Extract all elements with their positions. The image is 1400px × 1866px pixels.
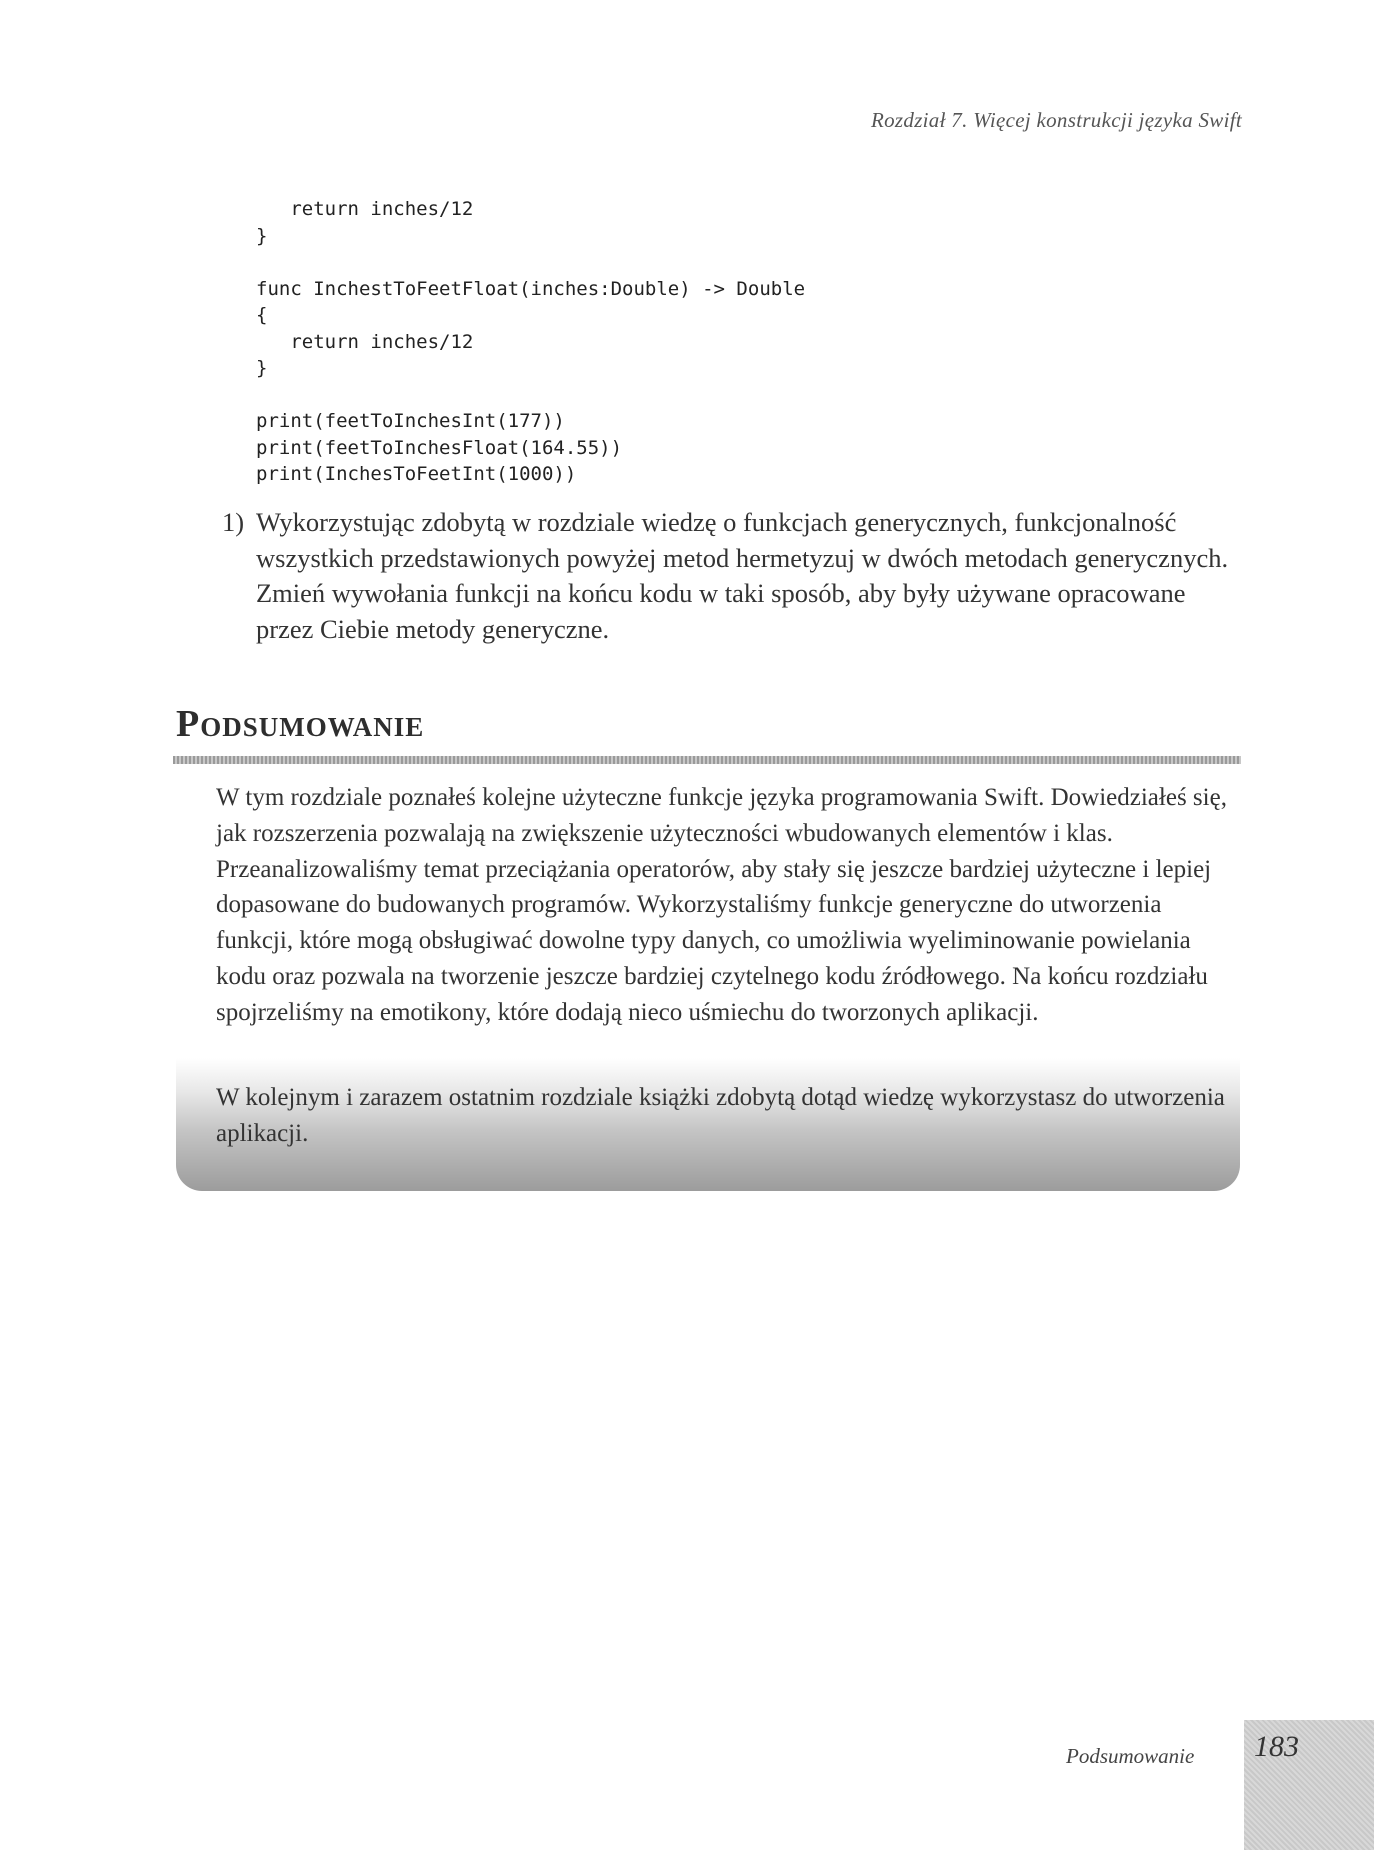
exercise-number: 1): [222, 507, 245, 537]
summary-paragraph: W tym rozdziale poznałeś kolejne użyteczne funkcje języka programowania Swift. Dowiedziałeś się, jak rozszerzenia pozwalają na zwiększenie użyteczności wbudowanych elementów i klas. Przeanalizowaliśmy temat przeciążania operatorów, aby stały się jeszcze bardziej użyteczne i lepiej dopasowane do budowanych programów. Wykorzystaliśmy funkcje generyczne do utworzenia funkcji, które mogą obsługiwać dowolne typy danych, co umożliwia wyeliminowanie powielania kodu oraz pozwala na tworzenie jeszcze bardziej czytelnego kodu źródłowego. Na końcu rozdziału spojrzeliśmy na emotikony, które dodają nieco uśmiechu do tworzonych aplikacji.: [216, 784, 1227, 1026]
code-line: return inches/12: [256, 198, 474, 220]
code-line: print(feetToInchesInt(177)): [256, 410, 565, 432]
code-line: return inches/12: [256, 330, 474, 353]
footer-section-label: Podsumowanie: [1066, 1744, 1195, 1768]
code-line: func InchestToFeetFloat(inches:Double) -> Double: [256, 277, 806, 300]
code-line: print(InchesToFeetInt(1000)): [256, 463, 577, 485]
code-line: {: [256, 304, 268, 326]
page-number: 183: [1254, 1730, 1299, 1763]
running-header: Rozdział 7. Więcej konstrukcji języka Swift: [871, 108, 1242, 132]
section-title: Podsumowanie: [176, 703, 425, 745]
section-rule: [173, 756, 1241, 764]
code-line: }: [256, 224, 268, 247]
code-block: [256, 196, 805, 488]
exercise-item: [222, 505, 1242, 647]
code-line: print(feetToInchesFloat(164.55)): [256, 436, 623, 459]
code-line: }: [256, 357, 268, 379]
closing-paragraph: W kolejnym i zarazem ostatnim rozdziale książki zdobytą dotąd wiedzę wykorzystasz do utworzenia aplikacji.: [216, 1084, 1225, 1147]
exercise-text: Wykorzystując zdobytą w rozdziale wiedzę o funkcjach generycznych, funkcjonalność wszystkich przedstawionych powyżej metod hermetyzuj w dwóch metodach generycznych. Zmień wywołania funkcji na końcu kodu w taki sposób, aby były używane opracowane przez Ciebie metody generyczne.: [256, 507, 1229, 644]
